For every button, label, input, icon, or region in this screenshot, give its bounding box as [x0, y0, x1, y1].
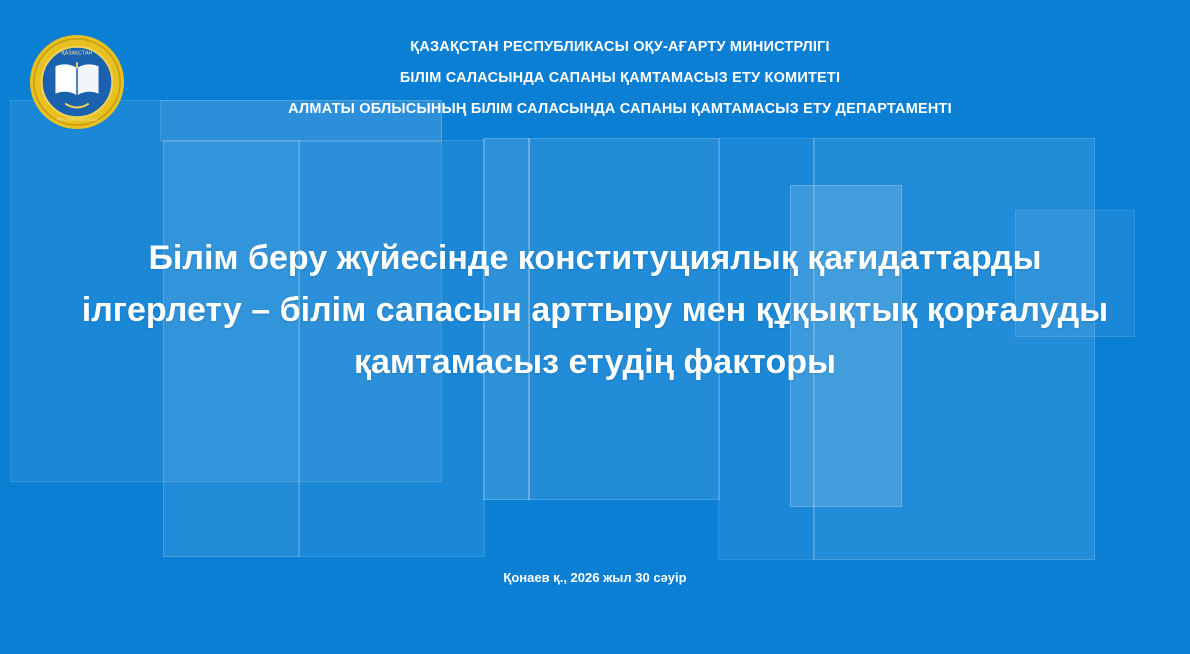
place-and-date: Қонаев қ., 2026 жыл 30 сәуір [503, 570, 687, 585]
slide-footer [0, 570, 1190, 585]
svg-text:РЕСПУБЛИКАСЫ: РЕСПУБЛИКАСЫ [56, 118, 98, 124]
header-line-ministry: ҚАЗАҚСТАН РЕСПУБЛИКАСЫ ОҚУ-АҒАРТУ МИНИСТРЛІГІ [410, 39, 830, 55]
title-block [70, 232, 1120, 388]
header-organization [180, 32, 1060, 125]
header-line-department: АЛМАТЫ ОБЛЫСЫНЫҢ БІЛІМ САЛАСЫНДА САПАНЫ ҚАМТАМАСЫЗ ЕТУ ДЕПАРТАМЕНТІ [288, 101, 952, 117]
kazakhstan-education-emblem-icon [28, 33, 126, 131]
svg-text:ҚАЗАҚСТАН: ҚАЗАҚСТАН [61, 50, 93, 57]
slide-title: Білім беру жүйесінде конституциялық қағидаттарды ілгерлету – білім сапасын арттыру мен құқықтық қорғалуды қамтамасыз етудің факторы [81, 239, 1109, 381]
header-line-committee: БІЛІМ САЛАСЫНДА САПАНЫ ҚАМТАМАСЫЗ ЕТУ КОМИТЕТІ [399, 70, 841, 86]
